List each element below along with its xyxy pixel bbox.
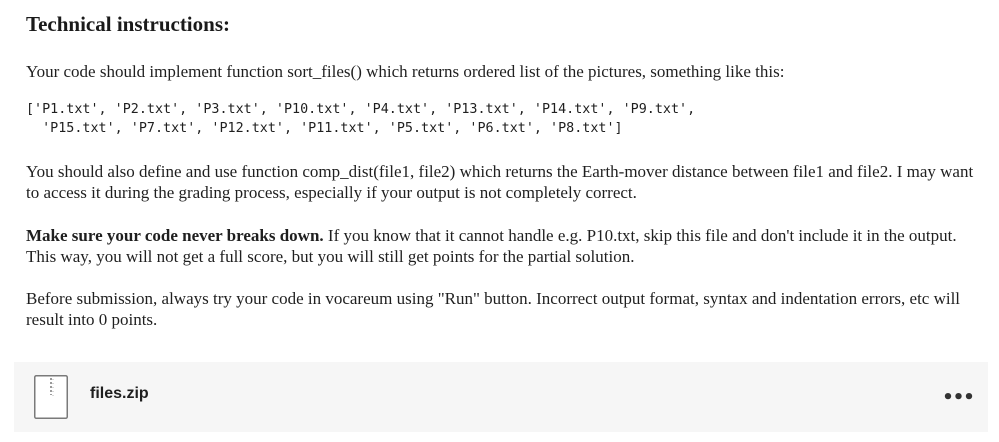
breakdown-paragraph [26,225,978,267]
page-heading: Technical instructions: [26,12,230,36]
submission-paragraph: Before submission, always try your code in vocareum using "Run" button. Incorrect output format, syntax and indentation errors, etc will result into 0 points. [26,289,961,329]
code-example [26,100,695,138]
breakdown-details: If you know that it cannot handle e.g. P10.txt, skip this file and don't include it in the output. This way, you will not get a full score, but you will still get points for the partial solution. [26,226,957,266]
code-line-2: 'P15.txt', 'P7.txt', 'P12.txt', 'P11.txt', 'P5.txt', 'P6.txt', 'P8.txt'] [26,121,623,136]
intro-paragraph: Your code should implement function sort_files() which returns ordered list of the pictures, something like this: [26,62,785,81]
zip-file-icon [34,375,68,419]
file-name-link[interactable]: files.zip [90,385,149,402]
breakdown-warning: Make sure your code never breaks down. [26,226,324,245]
more-options-button[interactable]: ••• [942,386,974,408]
code-line-1: ['P1.txt', 'P2.txt', 'P3.txt', 'P10.txt', 'P4.txt', 'P13.txt', 'P14.txt', 'P9.txt', [26,102,696,117]
file-attachment[interactable] [14,362,988,432]
comp-dist-paragraph: You should also define and use function comp_dist(file1, file2) which returns the Earth-mover distance between file1 and file2. I may want to access it during the grading process, especially if your output is not completely correct. [26,162,974,202]
